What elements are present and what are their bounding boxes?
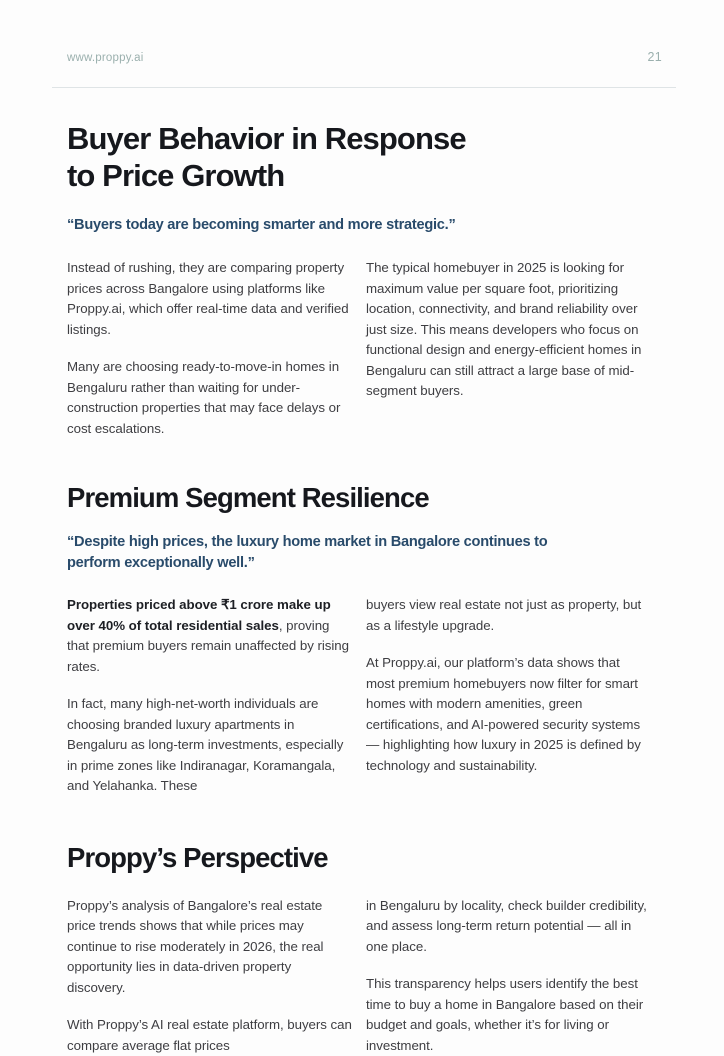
paragraph: With Proppy’s AI real estate platform, buyers can compare average flat prices [67,1015,353,1056]
paragraph: This transparency helps users identify the best time to buy a home in Bangalore based on their budget and goals, whether it’s for living or investment. [366,974,652,1056]
page-header [67,50,662,64]
paragraph: Instead of rushing, they are comparing property prices across Bangalore using platforms like Proppy.ai, which offer real-time data and verified listings. [67,258,353,340]
section-2-right-column [366,595,652,776]
paragraph: buyers view real estate not just as property, but as a lifestyle upgrade. [366,595,652,636]
bold-statistic: Properties priced above ₹1 crore make up over 40% of total residential sales [67,597,331,633]
section-premium-segment-resilience [67,481,652,797]
paragraph: Many are choosing ready-to-move-in homes in Bengaluru rather than waiting for under-construction properties that may face delays or cost escalations. [67,357,353,439]
section-3-columns [67,896,652,1056]
section-1-heading-line-2: to Price Growth [67,158,284,193]
section-1-heading-line-1: Buyer Behavior in Response [67,121,466,156]
paragraph-remainder: , proving that premium buyers remain unaffected by rising rates. [67,618,349,674]
section-1-right-column [366,258,652,402]
section-2-pull-quote [67,532,652,574]
section-1-heading [67,120,652,194]
page-content [67,120,652,1056]
section-3-heading: Proppy’s Perspective [67,841,652,875]
section-2-heading: Premium Segment Resilience [67,481,652,515]
section-buyer-behavior [67,120,652,439]
paragraph: At Proppy.ai, our platform’s data shows that most premium homebuyers now filter for smart homes with modern amenities, green certifications, and AI-powered security systems — highlighting how luxury in 2025 is defined by technology and sustainability. [366,653,652,776]
paragraph: In fact, many high-net-worth individuals are choosing branded luxury apartments in Bengaluru as long-term investments, especially in prime zones like Indiranagar, Koramangala, and Yelahanka. These [67,694,353,797]
section-1-columns [67,258,652,439]
section-3-right-column [366,896,652,1056]
section-2-left-column [67,595,353,797]
paragraph: in Bengaluru by locality, check builder credibility, and assess long-term return potential — all in one place. [366,896,652,958]
section-2-pull-quote-line-2: perform exceptionally well.” [67,555,255,571]
paragraph-with-bold-leadin [67,595,353,677]
page-number: 21 [647,50,662,64]
section-2-columns [67,595,652,797]
header-website-url[interactable]: www.proppy.ai [67,52,144,64]
section-3-left-column [67,896,353,1056]
paragraph: The typical homebuyer in 2025 is looking for maximum value per square foot, prioritizing location, connectivity, and brand reliability over just size. This means developers who focus on functional design and energy-efficient homes in Bengaluru can still attract a large base of mid-segment buyers. [366,258,652,402]
section-1-pull-quote: “Buyers today are becoming smarter and more strategic.” [67,215,652,236]
section-2-pull-quote-line-1: “Despite high prices, the luxury home market in Bangalore continues to [67,534,547,550]
section-1-left-column [67,258,353,439]
header-divider [52,87,676,88]
paragraph: Proppy’s analysis of Bangalore’s real estate price trends shows that while prices may continue to rise moderately in 2026, the real opportunity lies in data-driven property discovery. [67,896,353,999]
